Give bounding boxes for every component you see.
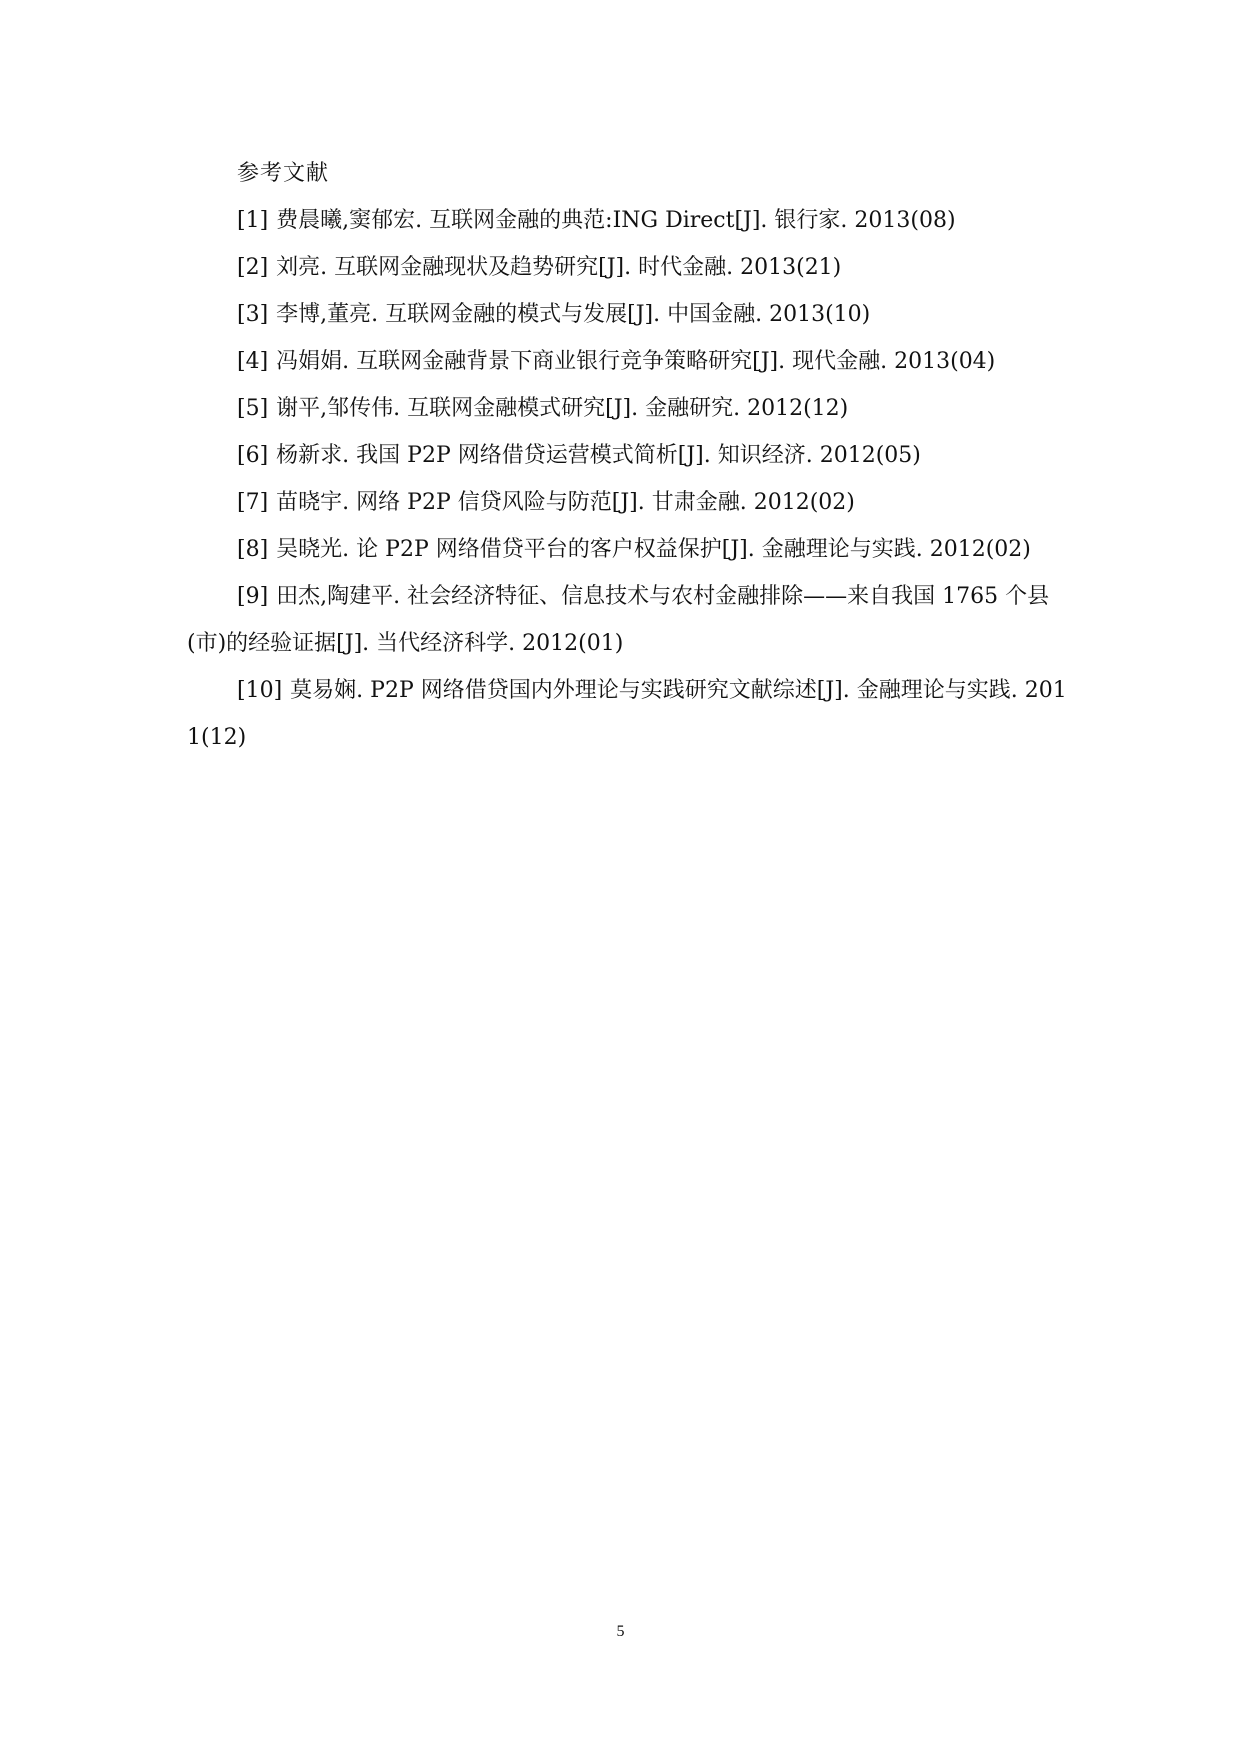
references-section [187, 150, 1077, 761]
reference-number: [9] [237, 584, 269, 609]
reference-number: [8] [237, 537, 269, 562]
reference-text: 费晨曦,窦郁宏. 互联网金融的典范:ING Direct[J]. 银行家. 2013(08) [276, 208, 956, 233]
page-number: 5 [616, 1623, 625, 1640]
reference-item [187, 667, 1077, 761]
reference-text: 刘亮. 互联网金融现状及趋势研究[J]. 时代金融. 2013(21) [276, 255, 842, 280]
reference-item [187, 573, 1077, 667]
reference-number: [4] [237, 349, 269, 374]
reference-item [187, 291, 1077, 338]
reference-text: 吴晓光. 论 P2P 网络借贷平台的客户权益保护[J]. 金融理论与实践. 2012(02) [276, 537, 1031, 562]
reference-number: [2] [237, 255, 269, 280]
reference-text: 杨新求. 我国 P2P 网络借贷运营模式简析[J]. 知识经济. 2012(05) [276, 443, 921, 468]
reference-text: 李博,董亮. 互联网金融的模式与发展[J]. 中国金融. 2013(10) [276, 302, 871, 327]
reference-text: 冯娟娟. 互联网金融背景下商业银行竞争策略研究[J]. 现代金融. 2013(04) [276, 349, 996, 374]
reference-number: [3] [237, 302, 269, 327]
reference-item [187, 526, 1077, 573]
reference-text: 苗晓宇. 网络 P2P 信贷风险与防范[J]. 甘肃金融. 2012(02) [276, 490, 855, 515]
reference-item [187, 479, 1077, 526]
reference-item [187, 244, 1077, 291]
references-heading: 参考文献 [237, 161, 330, 186]
reference-number: [6] [237, 443, 269, 468]
reference-item [187, 197, 1077, 244]
reference-number: [7] [237, 490, 269, 515]
reference-text: 莫易娴. P2P 网络借贷国内外理论与实践研究文献综述[J]. 金融理论与实践. 2011(12) [187, 678, 1067, 750]
reference-number: [5] [237, 396, 269, 421]
reference-item [187, 338, 1077, 385]
reference-number: [1] [237, 208, 269, 233]
reference-text: 田杰,陶建平. 社会经济特征、信息技术与农村金融排除——来自我国 1765 个县(市)的经验证据[J]. 当代经济科学. 2012(01) [187, 584, 1050, 656]
reference-item [187, 385, 1077, 432]
reference-item [187, 432, 1077, 479]
reference-number: [10] [237, 678, 283, 703]
reference-text: 谢平,邹传伟. 互联网金融模式研究[J]. 金融研究. 2012(12) [276, 396, 849, 421]
